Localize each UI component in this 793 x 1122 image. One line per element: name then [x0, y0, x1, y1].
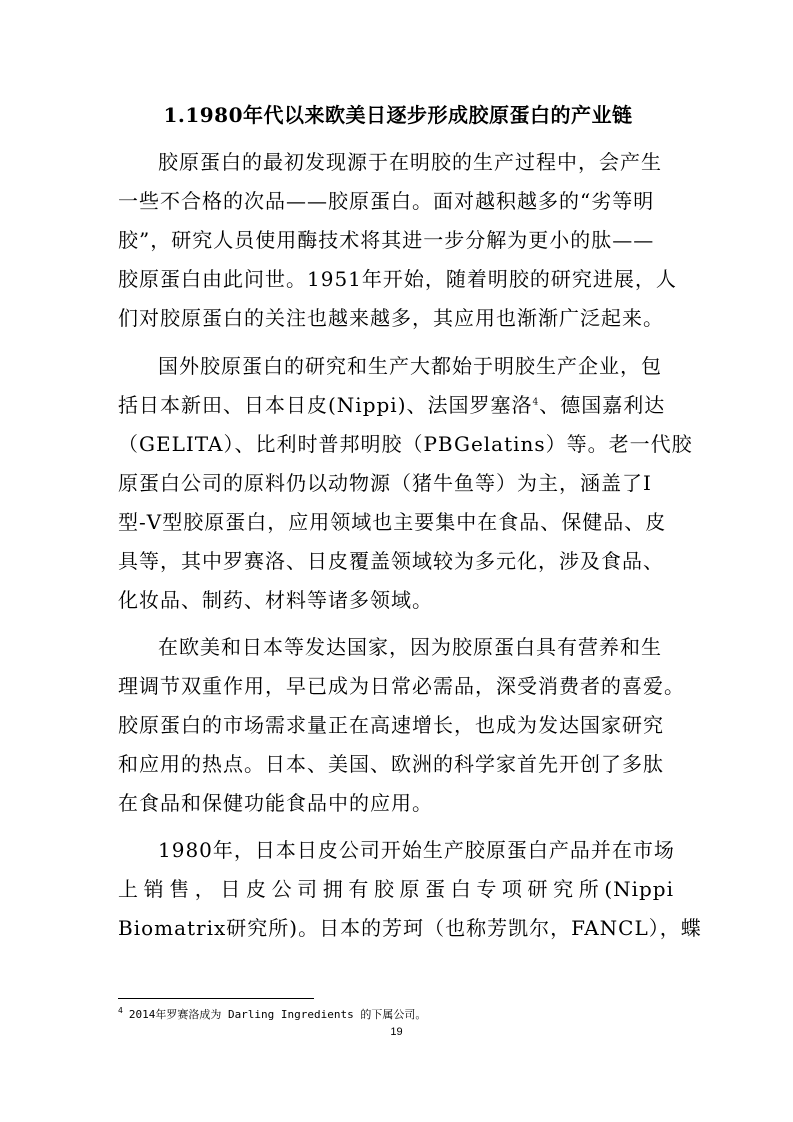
- section-title: 1.1980年代以来欧美日逐步形成胶原蛋白的产业链: [163, 103, 633, 127]
- paragraph-1-line-3: 胶”，研究人员使用酶技术将其进一步分解为更小的肽——: [118, 228, 655, 252]
- paragraph-4-line-2: 上销售，日皮公司拥有胶原蛋白专项研究所(Nippi: [118, 877, 674, 901]
- paragraph-2-line-2-text-b: 、德国嘉利达: [539, 393, 666, 417]
- paragraph-2-line-1: 国外胶原蛋白的研究和生产大都始于明胶生产企业，包: [158, 354, 662, 378]
- footnote-divider: [118, 998, 314, 999]
- paragraph-1-line-4: 胶原蛋白由此问世。1951年开始，随着明胶的研究进展，人: [118, 267, 677, 291]
- paragraph-3-line-5: 在食品和保健功能食品中的应用。: [118, 791, 433, 815]
- paragraph-1-line-2: 一些不合格的次品——胶原蛋白。面对越积越多的“劣等明: [118, 189, 655, 213]
- paragraph-4-line-3: Biomatrix研究所)。日本的芳珂（也称芳凯尔，FANCL），蝶: [118, 916, 702, 940]
- footnote: [118, 1007, 426, 1023]
- paragraph-3-line-3: 胶原蛋白的市场需求量正在高速增长，也成为发达国家研究: [118, 713, 664, 737]
- paragraph-2-line-2: [118, 390, 674, 420]
- paragraph-1-line-1: 胶原蛋白的最初发现源于在明胶的生产过程中，会产生: [158, 150, 662, 174]
- footnote-text: 2014年罗赛洛成为 Darling Ingredients 的下属公司。: [128, 1008, 427, 1021]
- paragraph-3-line-2: 理调节双重作用，早已成为日常必需品，深受消费者的喜爱。: [118, 674, 685, 698]
- paragraph-2-line-6: 具等，其中罗赛洛、日皮覆盖领域较为多元化，涉及食品、: [118, 549, 664, 573]
- footnote-marker: 4: [118, 1006, 123, 1016]
- paragraph-2-line-5: 型-Ⅴ型胶原蛋白，应用领域也主要集中在食品、保健品、皮: [118, 510, 667, 534]
- page-number: 19: [390, 1026, 403, 1038]
- paragraph-2-line-4: 原蛋白公司的原料仍以动物源（猪牛鱼等）为主，涵盖了Ⅰ: [118, 471, 652, 495]
- paragraph-1-line-5: 们对胶原蛋白的关注也越来越多，其应用也渐渐广泛起来。: [118, 306, 664, 330]
- paragraph-3-line-4: 和应用的热点。日本、美国、欧洲的科学家首先开创了多肽: [118, 752, 664, 776]
- paragraph-4-line-1: 1980年，日本日皮公司开始生产胶原蛋白产品并在市场: [158, 838, 675, 862]
- paragraph-3-line-1: 在欧美和日本等发达国家，因为胶原蛋白具有营养和生: [158, 635, 662, 659]
- paragraph-2-line-2-text-a: 括日本新田、日本日皮(Nippi)、法国罗塞洛: [118, 393, 533, 417]
- paragraph-2-line-7: 化妆品、制药、材料等诸多领域。: [118, 588, 433, 612]
- paragraph-2-line-3: （GELITA）、比利时普邦明胶（PBGelatins）等。老一代胶: [118, 432, 693, 456]
- footnote-reference: 4: [532, 397, 540, 408]
